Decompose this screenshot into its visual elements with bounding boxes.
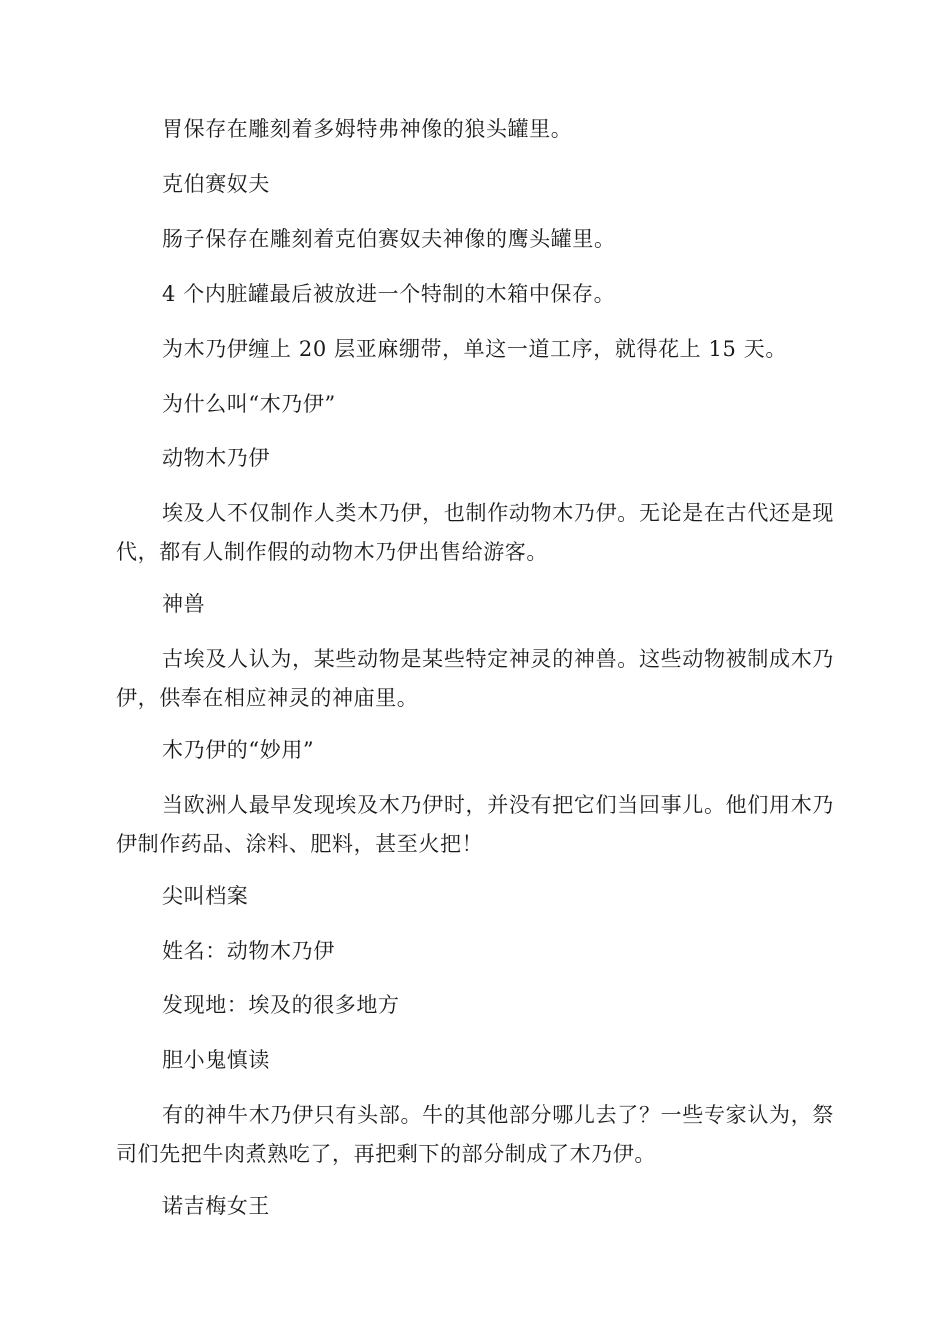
field-discovery-place: 发现地：埃及的很多地方 [162, 993, 400, 1017]
heading-why-mummy: 为什么叫“木乃伊” [162, 392, 336, 416]
field-name: 姓名：动物木乃伊 [162, 939, 335, 963]
paragraph-sacred-animals: 古埃及人认为，某些动物是某些特定神灵的神兽。这些动物被制成木乃伊，供奉在相应神灵的神庙里。 [116, 647, 834, 710]
paragraph-intestine-jar: 肠子保存在雕刻着克伯赛奴夫神像的鹰头罐里。 [162, 227, 616, 251]
heading-mummy-uses: 木乃伊的“妙用” [162, 738, 315, 762]
paragraph-bull-mummy: 有的神牛木乃伊只有头部。牛的其他部分哪儿去了？一些专家认为，祭司们先把牛肉煮熟吃了，再把剩下的部分制成了木乃伊。 [116, 1103, 834, 1166]
heading-qebehsenuef: 克伯赛奴夫 [162, 172, 270, 196]
heading-queen-nodjmet: 诺吉梅女王 [162, 1194, 270, 1218]
paragraph-mummy-uses: 当欧洲人最早发现埃及木乃伊时，并没有把它们当回事儿。他们用木乃伊制作药品、涂料、肥料，甚至火把！ [116, 793, 834, 856]
heading-sacred-animals: 神兽 [162, 592, 206, 616]
paragraph-stomach-jar: 胃保存在雕刻着多姆特弗神像的狼头罐里。 [162, 117, 573, 141]
heading-animal-mummies: 动物木乃伊 [162, 446, 270, 470]
paragraph-animal-mummies: 埃及人不仅制作人类木乃伊，也制作动物木乃伊。无论是在古代还是现代，都有人制作假的动物木乃伊出售给游客。 [116, 501, 834, 564]
paragraph-four-jars: 4 个内脏罐最后被放进一个特制的木箱中保存。 [162, 282, 616, 306]
heading-faint-hearted: 胆小鬼慎读 [162, 1048, 270, 1072]
paragraph-linen-bandages: 为木乃伊缠上 20 层亚麻绷带，单这一道工序，就得花上 15 天。 [162, 337, 787, 361]
heading-scream-file: 尖叫档案 [162, 884, 249, 908]
